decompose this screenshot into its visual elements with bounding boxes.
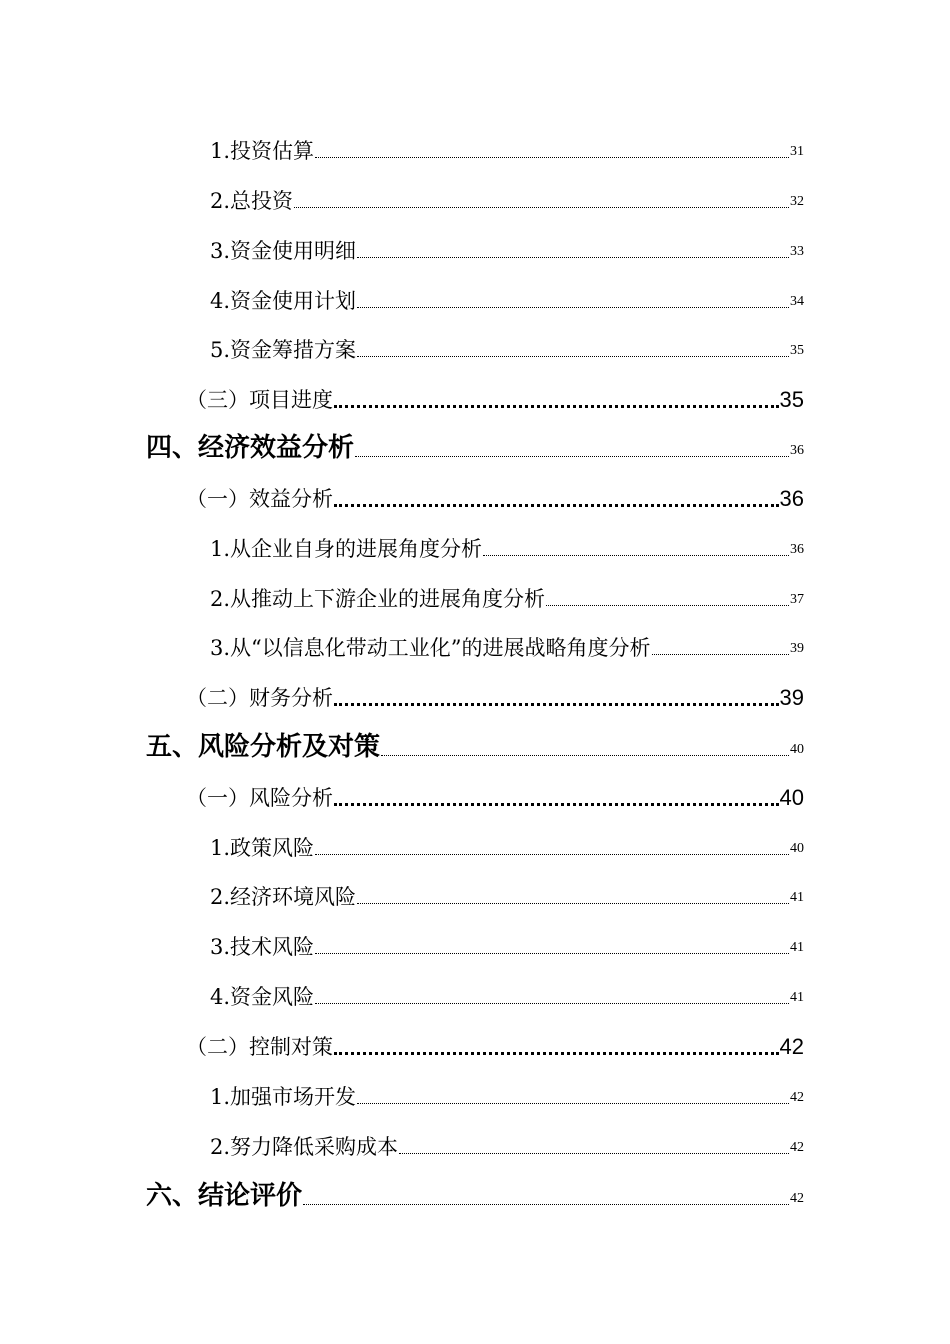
- toc-entry[interactable]: [210, 1076, 804, 1110]
- toc-entry-title: 3.技术风险: [210, 935, 315, 959]
- toc-entry-title: （二）控制对策: [186, 1035, 333, 1059]
- toc-entry-title: 2.经济环境风险: [210, 885, 357, 909]
- toc-entry[interactable]: [210, 827, 804, 861]
- dot-leader: [303, 1204, 789, 1205]
- dot-leader: [357, 307, 789, 308]
- toc-entry-title: （三）项目进度: [186, 388, 333, 412]
- toc-entry-page: 37: [790, 592, 804, 607]
- toc-entry-page: 39: [790, 641, 804, 656]
- toc-entry-page: 42: [779, 1034, 804, 1059]
- dot-leader: [334, 703, 779, 706]
- toc-chapter-title: 四、经济效益分析: [146, 433, 355, 463]
- toc-entry[interactable]: [210, 528, 804, 562]
- toc-entry-page: 31: [790, 144, 804, 159]
- toc-entry-title: 2.努力降低采购成本: [210, 1135, 399, 1159]
- toc-entry[interactable]: [210, 876, 804, 910]
- dot-leader: [357, 356, 789, 357]
- dot-leader: [315, 854, 789, 855]
- dot-leader: [357, 257, 789, 258]
- dot-leader: [357, 903, 789, 904]
- dot-leader: [315, 157, 789, 158]
- toc-chapter-title: 五、风险分析及对策: [146, 732, 381, 762]
- dot-leader: [483, 555, 789, 556]
- toc-entry-title: （一）效益分析: [186, 487, 333, 511]
- toc-entry[interactable]: [210, 230, 804, 264]
- dot-leader: [355, 456, 789, 457]
- toc-entry-title: 4.资金使用计划: [210, 289, 357, 313]
- toc-chapter-entry[interactable]: [146, 1177, 804, 1211]
- toc-entry-page: 40: [790, 742, 804, 757]
- toc-chapter-entry[interactable]: [146, 728, 804, 762]
- toc-entry-title: 1.从企业自身的进展角度分析: [210, 537, 483, 561]
- dot-leader: [294, 207, 789, 208]
- toc-entry[interactable]: [186, 677, 804, 711]
- dot-leader: [334, 1052, 779, 1055]
- toc-chapter-entry[interactable]: [146, 429, 804, 463]
- toc-entry-page: 35: [790, 343, 804, 358]
- toc-entry[interactable]: [210, 280, 804, 314]
- toc-entry-page: 34: [790, 294, 804, 309]
- toc-entry[interactable]: [186, 379, 804, 413]
- toc-entry[interactable]: [210, 180, 804, 214]
- toc-entry-title: 3.资金使用明细: [210, 239, 357, 263]
- toc-entry-page: 41: [790, 940, 804, 955]
- toc-entry-page: 41: [790, 890, 804, 905]
- toc-entry-title: 1.加强市场开发: [210, 1085, 357, 1109]
- toc-entry-page: 41: [790, 990, 804, 1005]
- dot-leader: [357, 1103, 789, 1104]
- toc-entry[interactable]: [186, 478, 804, 512]
- toc-entry[interactable]: [210, 329, 804, 363]
- toc-entry-page: 39: [779, 685, 804, 710]
- toc-entry-page: 42: [790, 1191, 804, 1206]
- toc-entry-page: 36: [779, 486, 804, 511]
- toc-entry-title: 4.资金风险: [210, 985, 315, 1009]
- toc-entry[interactable]: [210, 1126, 804, 1160]
- toc-entry-title: 1.投资估算: [210, 139, 315, 163]
- toc-chapter-title: 六、结论评价: [146, 1181, 303, 1211]
- toc-entry[interactable]: [210, 627, 804, 661]
- dot-leader: [652, 654, 789, 655]
- toc-entry-page: 42: [790, 1090, 804, 1105]
- toc-entry-page: 42: [790, 1140, 804, 1155]
- dot-leader: [315, 953, 789, 954]
- dot-leader: [334, 405, 779, 408]
- toc-entry-title: 2.从推动上下游企业的进展角度分析: [210, 587, 546, 611]
- toc-entry[interactable]: [210, 926, 804, 960]
- toc-entry-page: 33: [790, 244, 804, 259]
- toc-entry-page: 40: [779, 785, 804, 810]
- toc-entry[interactable]: [210, 130, 804, 164]
- dot-leader: [334, 504, 779, 507]
- toc-entry-page: 36: [790, 542, 804, 557]
- toc-entry-title: 2.总投资: [210, 189, 294, 213]
- toc-entry-page: 35: [779, 387, 804, 412]
- dot-leader: [334, 803, 779, 806]
- toc-entry-title: 5.资金筹措方案: [210, 338, 357, 362]
- toc-entry-title: 1.政策风险: [210, 836, 315, 860]
- toc-entry-title: （一）风险分析: [186, 786, 333, 810]
- toc-entry[interactable]: [186, 777, 804, 811]
- dot-leader: [381, 755, 789, 756]
- dot-leader: [546, 605, 789, 606]
- dot-leader: [399, 1153, 789, 1154]
- toc-entry-title: 3.从“以信息化带动工业化”的进展战略角度分析: [210, 636, 651, 660]
- toc-entry-page: 40: [790, 841, 804, 856]
- toc-entry[interactable]: [210, 578, 804, 612]
- toc-entry[interactable]: [210, 976, 804, 1010]
- toc-entry-page: 32: [790, 194, 804, 209]
- toc-entry-page: 36: [790, 443, 804, 458]
- dot-leader: [315, 1003, 789, 1004]
- toc-entry-title: （二）财务分析: [186, 686, 333, 710]
- toc-entry[interactable]: [186, 1026, 804, 1060]
